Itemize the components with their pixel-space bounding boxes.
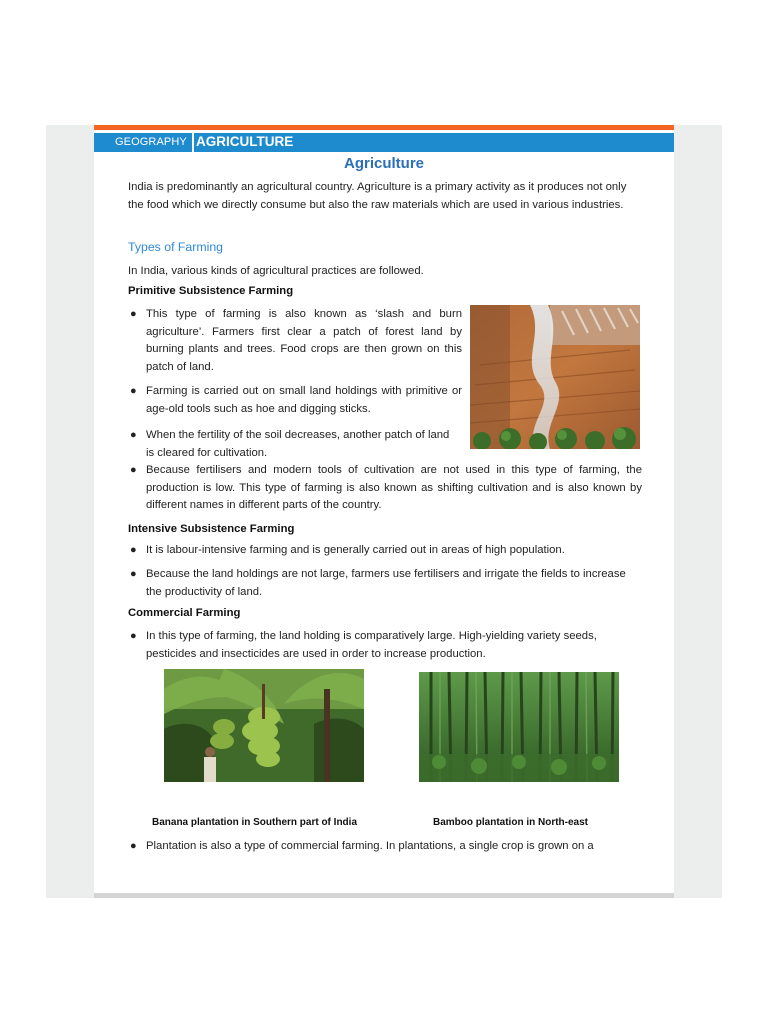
intensive-farming-heading: Intensive Subsistence Farming [128, 523, 295, 535]
list-item: ● Farming is carried out on small land holdings with primitive or age-old tools such as hoe and digging sticks. [130, 385, 462, 415]
list-item: ● Because the land holdings are not large, farmers use fertilisers and irrigate the fields to increase the productivity of land. [130, 568, 626, 598]
types-of-farming-heading: Types of Farming [128, 240, 223, 254]
intro-paragraph: India is predominantly an agricultural country. Agriculture is a primary activity as it produces not only the food which we directly consume but also the raw materials which are used in various industries. [128, 181, 627, 211]
list-item: ● When the fertility of the soil decreases, another patch of land is cleared for cultivation. [130, 429, 450, 459]
commercial-farming-heading: Commercial Farming [128, 607, 241, 619]
bullet-icon: ● [130, 308, 137, 320]
header-divider [192, 133, 194, 152]
bullet-icon: ● [130, 630, 137, 642]
header-banner [94, 133, 674, 152]
slash-and-burn-photo [470, 305, 640, 449]
bullet-icon: ● [130, 544, 137, 556]
bamboo-photo-caption: Bamboo plantation in North-east [433, 817, 588, 828]
list-item: ● In this type of farming, the land holding is comparatively large. High-yielding variety seeds, pesticides and insecticides are used in order to increase production. [130, 630, 597, 660]
bullet-icon: ● [130, 385, 137, 397]
list-item: ● Because fertilisers and modern tools of cultivation are not used in this type of farming, the production is low. This type of farming is also known as shifting cultivation and is also known by different names in different parts of the country. [130, 464, 642, 511]
bullet-icon: ● [130, 568, 137, 580]
bullet-icon: ● [130, 429, 137, 441]
document-page [94, 125, 674, 898]
bullet-icon: ● [130, 840, 137, 852]
primitive-farming-heading: Primitive Subsistence Farming [128, 285, 294, 297]
bullet-icon: ● [130, 464, 137, 476]
types-intro-paragraph: In India, various kinds of agricultural practices are followed. [128, 265, 424, 277]
bamboo-plantation-photo [419, 672, 619, 782]
subject-label: GEOGRAPHY [115, 136, 187, 148]
banana-plantation-photo [164, 669, 364, 782]
list-item: ● Plantation is also a type of commercial farming. In plantations, a single crop is grown on a [146, 838, 666, 856]
page-title: Agriculture [343, 155, 424, 172]
page-bottom-edge [94, 893, 674, 898]
list-item: ● It is labour-intensive farming and is generally carried out in areas of high population. [146, 542, 642, 560]
chapter-label: AGRICULTURE [196, 134, 294, 149]
banana-photo-caption: Banana plantation in Southern part of India [152, 817, 358, 828]
list-item: ● This type of farming is also known as ‘slash and burn agriculture’. Farmers first clear a patch of forest land by burning plants and trees. Food crops are then grown on this patch of land. [130, 308, 462, 373]
